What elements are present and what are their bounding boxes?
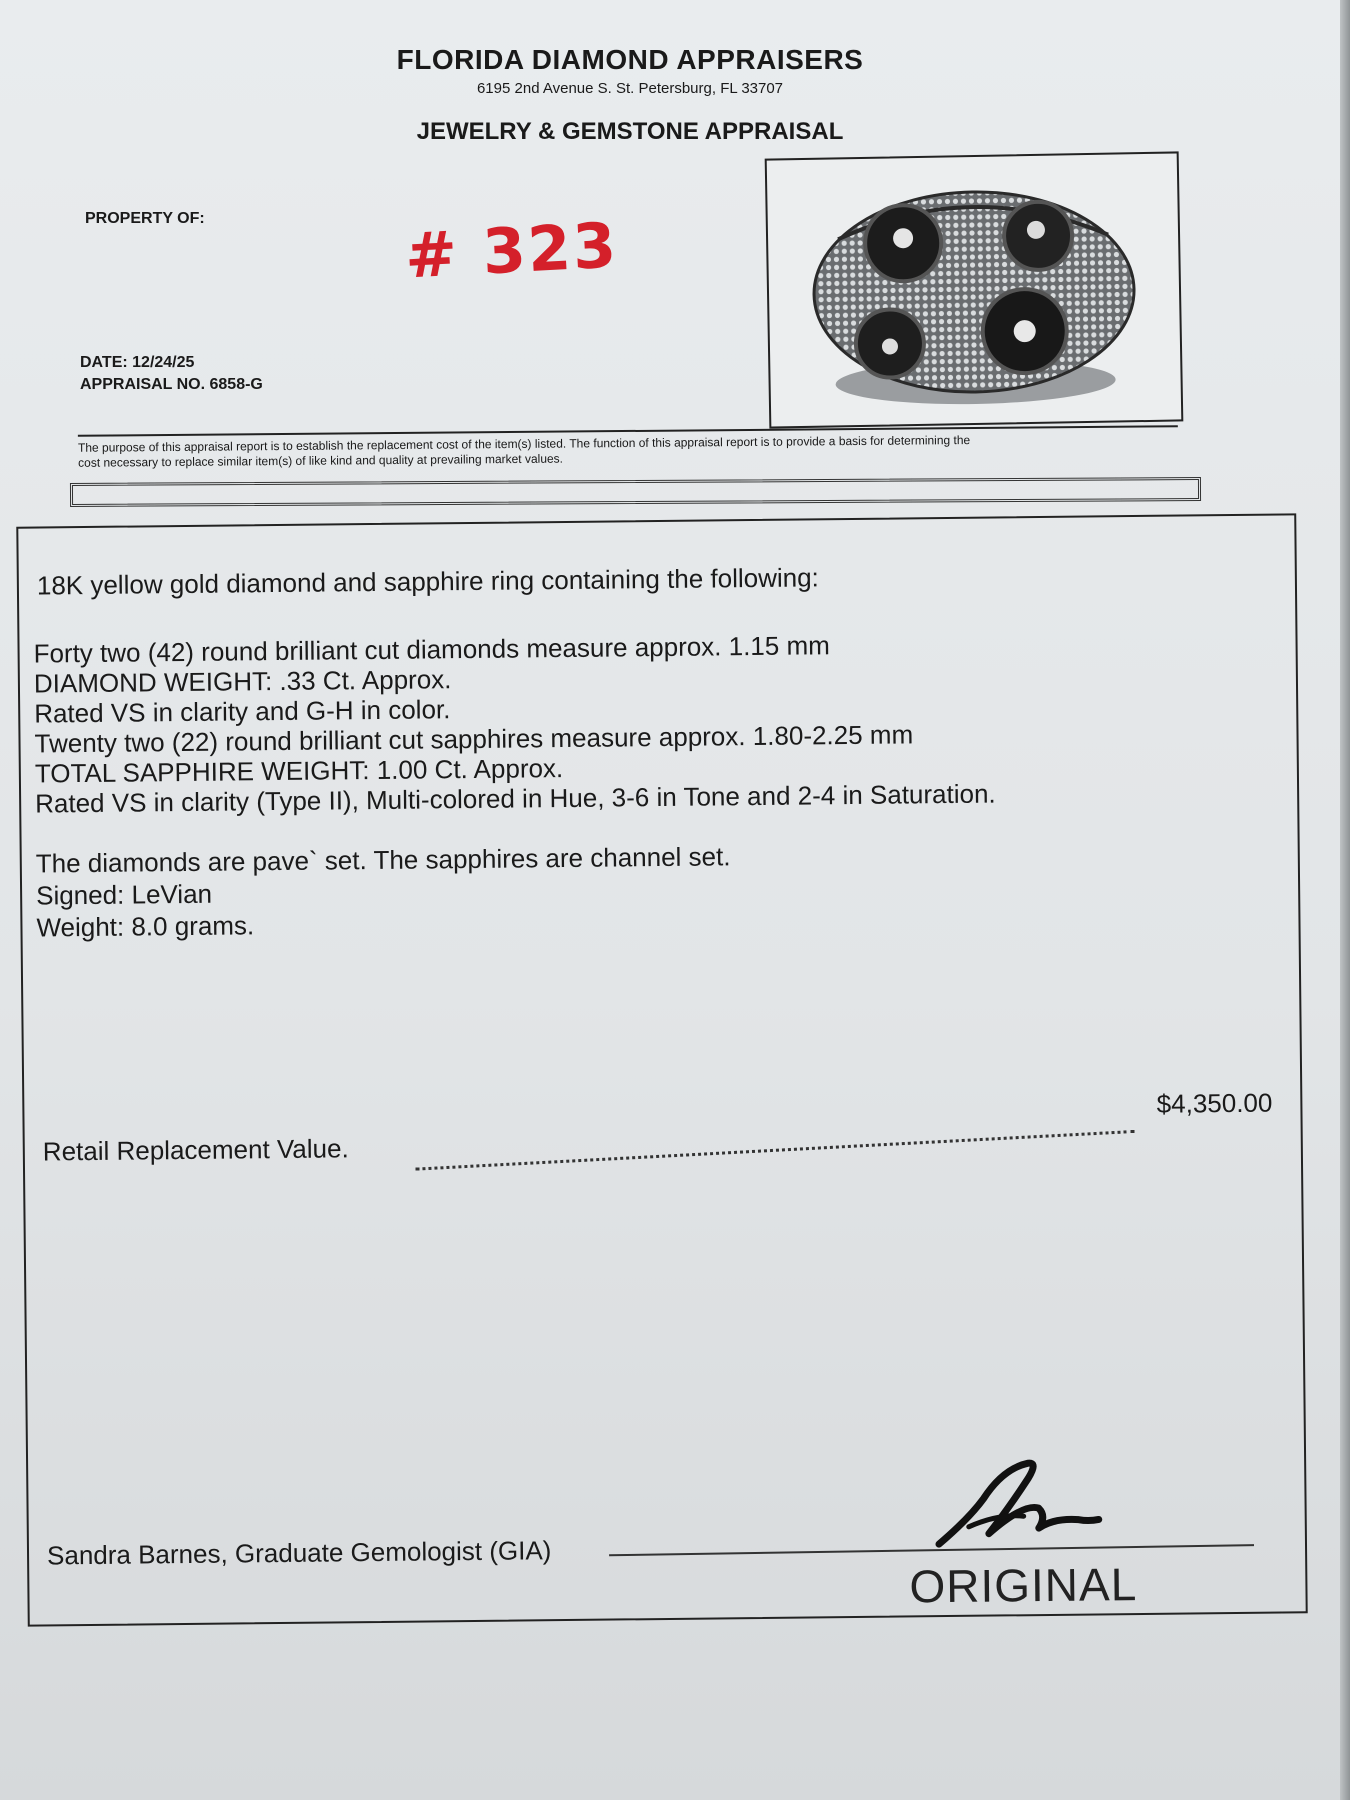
handwritten-signature — [928, 1447, 1109, 1564]
retail-value-amount: $4,350.00 — [1156, 1087, 1273, 1119]
dot-leader — [415, 1124, 1134, 1171]
retail-value-label: Retail Replacement Value. — [42, 1133, 349, 1167]
report-title: JEWELRY & GEMSTONE APPRAISAL — [416, 118, 844, 145]
handwritten-number: # 323 — [403, 208, 620, 293]
purpose-line-1: The purpose of this appraisal report is to establish the replacement cost of the item(s) listed. The function of this appraisal report is to provide a basis for determining the — [77, 433, 971, 455]
ring-photo — [765, 151, 1184, 428]
company-address: 6195 2nd Avenue S. St. Petersburg, FL 33707 — [476, 80, 784, 97]
purpose-line-2: cost necessary to replace similar item(s) of like kind and quality at prevailing market values. — [78, 451, 564, 470]
setting-line: Signed: LeVian — [35, 878, 213, 911]
appraisal-date: DATE: 12/24/25 — [80, 354, 195, 371]
appraisal-number: APPRAISAL NO. 6858-G — [80, 376, 263, 393]
description-line: Rated VS in clarity and G-H in color. — [34, 694, 451, 729]
description-box — [16, 513, 1307, 1626]
description-line: DIAMOND WEIGHT: .33 Ct. Approx. — [33, 664, 452, 699]
retail-value-row — [42, 1088, 1273, 1171]
signature-scribble-icon — [928, 1447, 1109, 1559]
description-line: Forty two (42) round brilliant cut diamonds measure approx. 1.15 mm — [33, 630, 830, 669]
setting-line: The diamonds are pave` set. The sapphires are channel set. — [35, 841, 731, 879]
ring-illustration-icon — [767, 153, 1182, 426]
gemologist-name: Sandra Barnes, Graduate Gemologist (GIA) — [46, 1535, 552, 1571]
divider-bar — [70, 477, 1201, 507]
item-heading: 18K yellow gold diamond and sapphire ring containing the following: — [36, 562, 819, 601]
description-line: TOTAL SAPPHIRE WEIGHT: 1.00 Ct. Approx. — [34, 753, 564, 789]
purpose-statement — [78, 425, 1178, 471]
description-line: Twenty two (22) round brilliant cut sapphires measure approx. 1.80-2.25 mm — [34, 719, 914, 759]
company-name: FLORIDA DIAMOND APPRAISERS — [396, 44, 864, 75]
setting-line: Weight: 8.0 grams. — [36, 910, 255, 943]
page-edge-shadow — [1340, 0, 1350, 1800]
original-stamp: ORIGINAL — [909, 1558, 1138, 1613]
description-line: Rated VS in clarity (Type II), Multi-colored in Hue, 3-6 in Tone and 2-4 in Saturation. — [35, 778, 996, 819]
property-of-label: PROPERTY OF: — [85, 210, 205, 227]
